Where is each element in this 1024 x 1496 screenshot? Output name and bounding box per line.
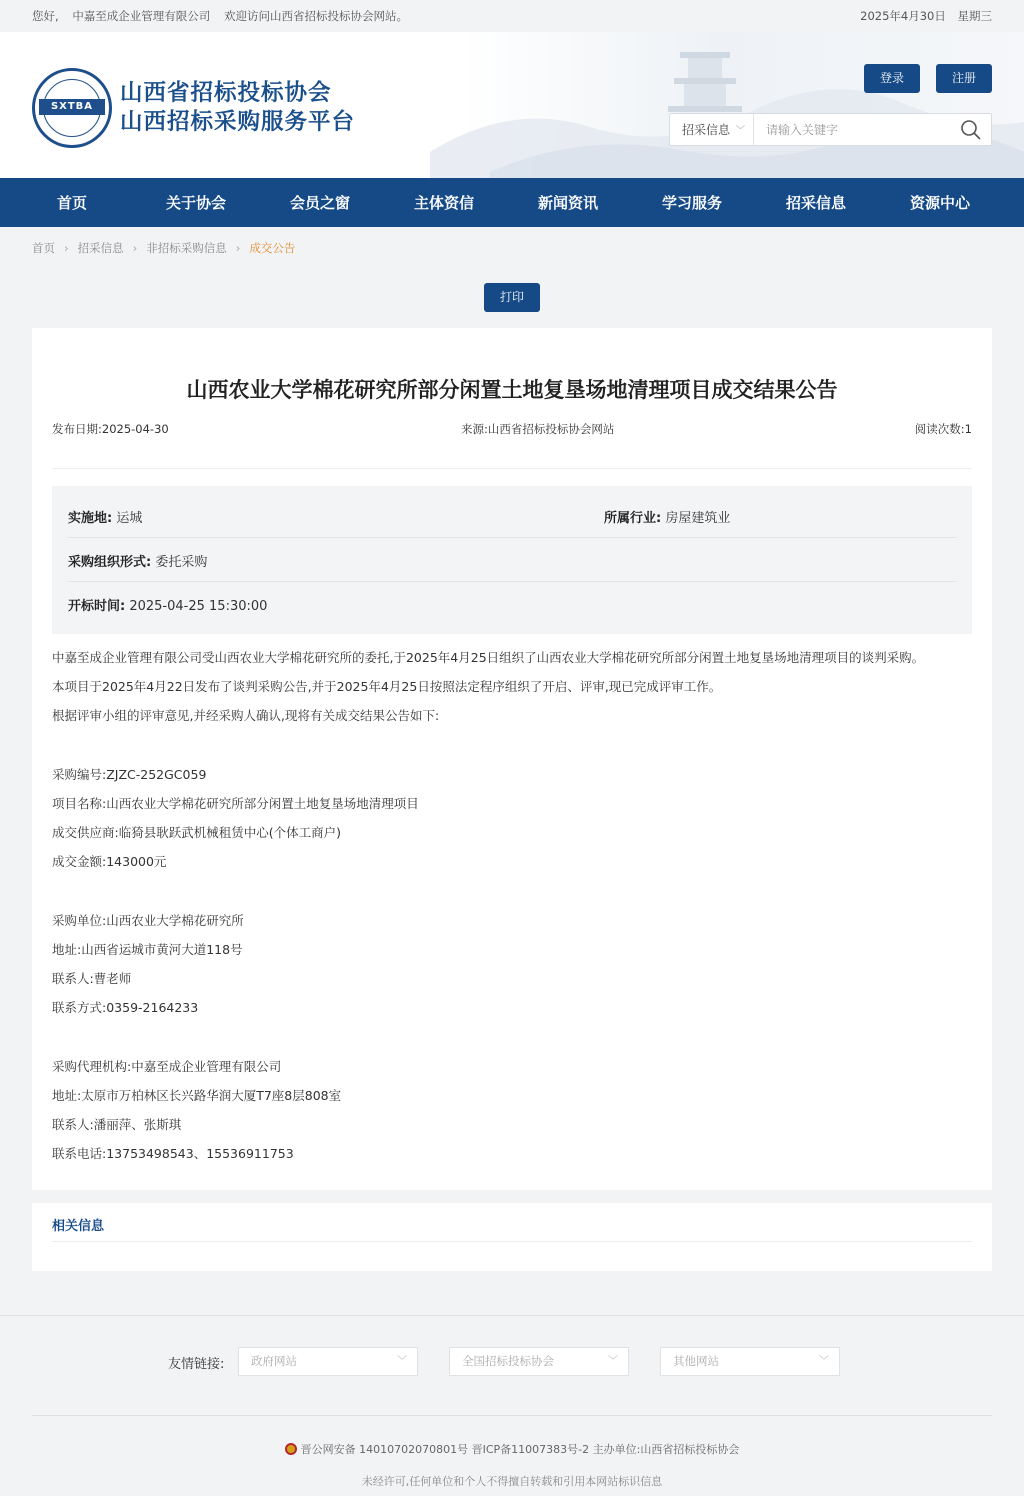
info-divider [68, 581, 956, 582]
icp-text[interactable]: 晋公网安备 14010702070801号 晋ICP备11007383号-2 主办单位:山西省招标投标协会 [300, 1443, 740, 1456]
body-paragraph: 根据评审小组的评审意见,并经采购人确认,现将有关成交结果公告如下: [52, 708, 440, 723]
view-count: 阅读次数:1 [914, 422, 972, 436]
search-category-label: 招采信息 [682, 123, 731, 137]
contract-amount: 成交金额:143000元 [52, 854, 167, 869]
nav-members[interactable]: 会员之窗 [289, 194, 350, 212]
site-footer [0, 1315, 1024, 1496]
chevron-down-icon: ﹀ [736, 126, 746, 136]
site-logo[interactable] [32, 68, 355, 148]
print-button[interactable]: 打印 [484, 283, 540, 312]
top-bar-right [852, 8, 992, 24]
current-date: 2025年4月30日 [860, 9, 946, 23]
top-bar-left [32, 8, 418, 24]
site-header [0, 32, 1024, 178]
agency-phone: 联系电话:13753498543、15536911753 [52, 1146, 294, 1161]
chevron-right-icon: › [64, 241, 69, 255]
project-info-box [52, 486, 972, 634]
related-info-title: 相关信息 [52, 1219, 105, 1234]
police-badge-icon [285, 1443, 297, 1455]
logo-abbreviation: SXTBA [39, 99, 105, 115]
industry-label: 所属行业: [604, 511, 662, 526]
chevron-down-icon: ﹀ [819, 1356, 829, 1367]
logo-line-1: 山西省招标投标协会 [120, 80, 332, 106]
user-company[interactable]: 中嘉至成企业管理有限公司 [72, 9, 211, 23]
logo-line-2: 山西招标采购服务平台 [120, 109, 356, 135]
breadcrumb-procurement[interactable]: 招采信息 [77, 241, 124, 255]
industry-value: 房屋建筑业 [665, 511, 731, 526]
purchaser-address: 地址:山西省运城市黄河大道118号 [52, 942, 243, 957]
chevron-down-icon: ﹀ [608, 1356, 618, 1367]
nav-learning[interactable]: 学习服务 [661, 194, 722, 212]
body-paragraph: 本项目于2025年4月22日发布了谈判采购公告,并于2025年4月25日按照法定程序组织了开启、评审,现已完成评审工作。 [52, 679, 722, 694]
info-row-location [68, 507, 956, 526]
related-info-panel [32, 1203, 992, 1271]
nav-resources[interactable]: 资源中心 [909, 194, 970, 212]
procurement-number: 采购编号:ZJZC-252GC059 [52, 767, 207, 782]
copyright-notice: 未经许可,任何单位和个人不得擅自转载和引用本网站标识信息 [361, 1475, 663, 1488]
chevron-right-icon: › [132, 241, 138, 255]
welcome-text: 欢迎访问山西省招标投标协会网站。 [223, 9, 408, 23]
national-association-select[interactable] [449, 1347, 629, 1376]
purchaser-contact: 联系人:曹老师 [52, 971, 132, 986]
search-button[interactable] [951, 114, 991, 145]
location-value: 运城 [116, 511, 143, 526]
purchaser-phone: 联系方式:0359-2164233 [52, 1000, 199, 1015]
article-title: 山西农业大学棉花研究所部分闲置土地复垦场地清理项目成交结果公告 [186, 378, 838, 402]
breadcrumb [0, 227, 1024, 269]
search-icon [960, 119, 982, 141]
mountain-pavilion-background [430, 32, 1024, 178]
agency-contact: 联系人:潘丽萍、张斯琪 [52, 1117, 182, 1132]
breadcrumb-home[interactable]: 首页 [32, 241, 55, 255]
open-time-value: 2025-04-25 15:30:00 [129, 599, 268, 614]
other-sites-select[interactable] [660, 1347, 840, 1376]
divider [52, 1241, 972, 1242]
winning-supplier: 成交供应商:临猗县耿跃武机械租赁中心(个体工商户) [52, 825, 341, 840]
login-button[interactable]: 登录 [864, 64, 920, 93]
nav-procurement[interactable]: 招采信息 [785, 194, 846, 212]
icp-record [0, 1441, 1024, 1457]
register-button[interactable]: 注册 [936, 64, 992, 93]
open-time-label: 开标时间: [68, 599, 126, 614]
greeting-text: 您好, [32, 9, 59, 23]
logo-emblem [32, 68, 112, 148]
org-label: 采购组织形式: [68, 555, 152, 570]
body-paragraph: 中嘉至成企业管理有限公司受山西农业大学棉花研究所的委托,于2025年4月25日组织了山西农业大学棉花研究所部分闲置土地复垦场地清理项目的谈判采购。 [52, 650, 925, 665]
gov-sites-label: 政府网站 [251, 1354, 297, 1368]
nav-news[interactable]: 新闻资讯 [537, 194, 598, 212]
current-weekday: 星期三 [957, 9, 992, 23]
article-panel [32, 328, 992, 1190]
friend-links-label: 友情链接: [168, 1357, 225, 1372]
chevron-down-icon: ﹀ [397, 1356, 407, 1367]
main-nav [0, 178, 1024, 227]
national-association-label: 全国招标投标协会 [462, 1354, 554, 1368]
agency-name: 采购代理机构:中嘉至成企业管理有限公司 [52, 1059, 282, 1074]
breadcrumb-current: 成交公告 [249, 241, 296, 255]
publish-date: 发布日期:2025-04-30 [52, 422, 169, 436]
search-category-select[interactable] [670, 114, 754, 145]
nav-credit[interactable]: 主体资信 [413, 194, 474, 212]
nav-about[interactable]: 关于协会 [165, 194, 226, 212]
info-divider [68, 537, 956, 538]
purchaser-name: 采购单位:山西农业大学棉花研究所 [52, 913, 244, 928]
article-source: 来源:山西省招标投标协会网站 [461, 422, 615, 436]
breadcrumb-non-tender[interactable]: 非招标采购信息 [146, 241, 227, 255]
other-sites-label: 其他网站 [673, 1354, 719, 1368]
org-value: 委托采购 [155, 555, 208, 570]
search-bar [669, 113, 992, 146]
gov-sites-select[interactable] [238, 1347, 418, 1376]
location-label: 实施地: [68, 511, 113, 526]
agency-address: 地址:太原市万柏林区长兴路华润大厦T7座8层808室 [52, 1088, 342, 1103]
search-input[interactable]: 请输入关键字 [766, 123, 839, 137]
footer-divider [32, 1415, 992, 1416]
divider [52, 468, 972, 469]
chevron-right-icon: › [235, 241, 241, 255]
project-name: 项目名称:山西农业大学棉花研究所部分闲置土地复垦场地清理项目 [52, 796, 419, 811]
top-bar [0, 0, 1024, 32]
logo-text [120, 79, 355, 137]
industry-field [604, 507, 730, 526]
info-row-open-time [68, 595, 956, 614]
nav-home[interactable]: 首页 [56, 194, 87, 212]
info-row-org [68, 551, 956, 570]
